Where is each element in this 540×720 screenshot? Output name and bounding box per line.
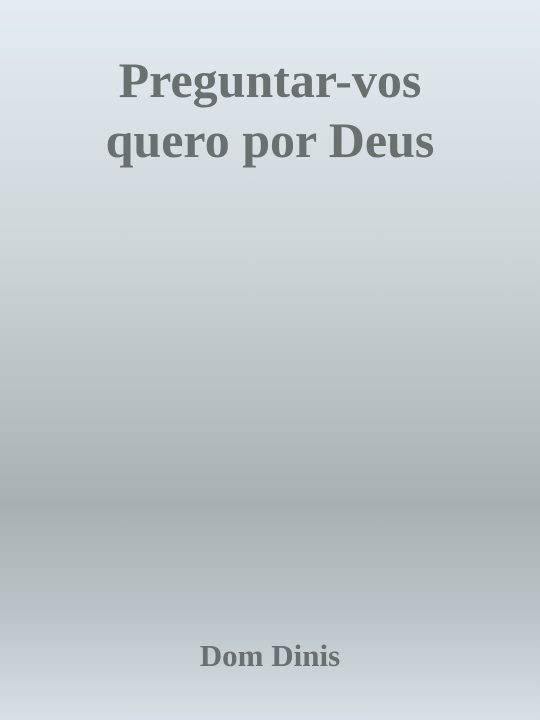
book-title [0,50,540,170]
book-title-line-1: Preguntar-vos [118,52,422,108]
book-author: Dom Dinis [199,638,341,673]
book-title-line-2: quero por Deus [105,112,435,168]
